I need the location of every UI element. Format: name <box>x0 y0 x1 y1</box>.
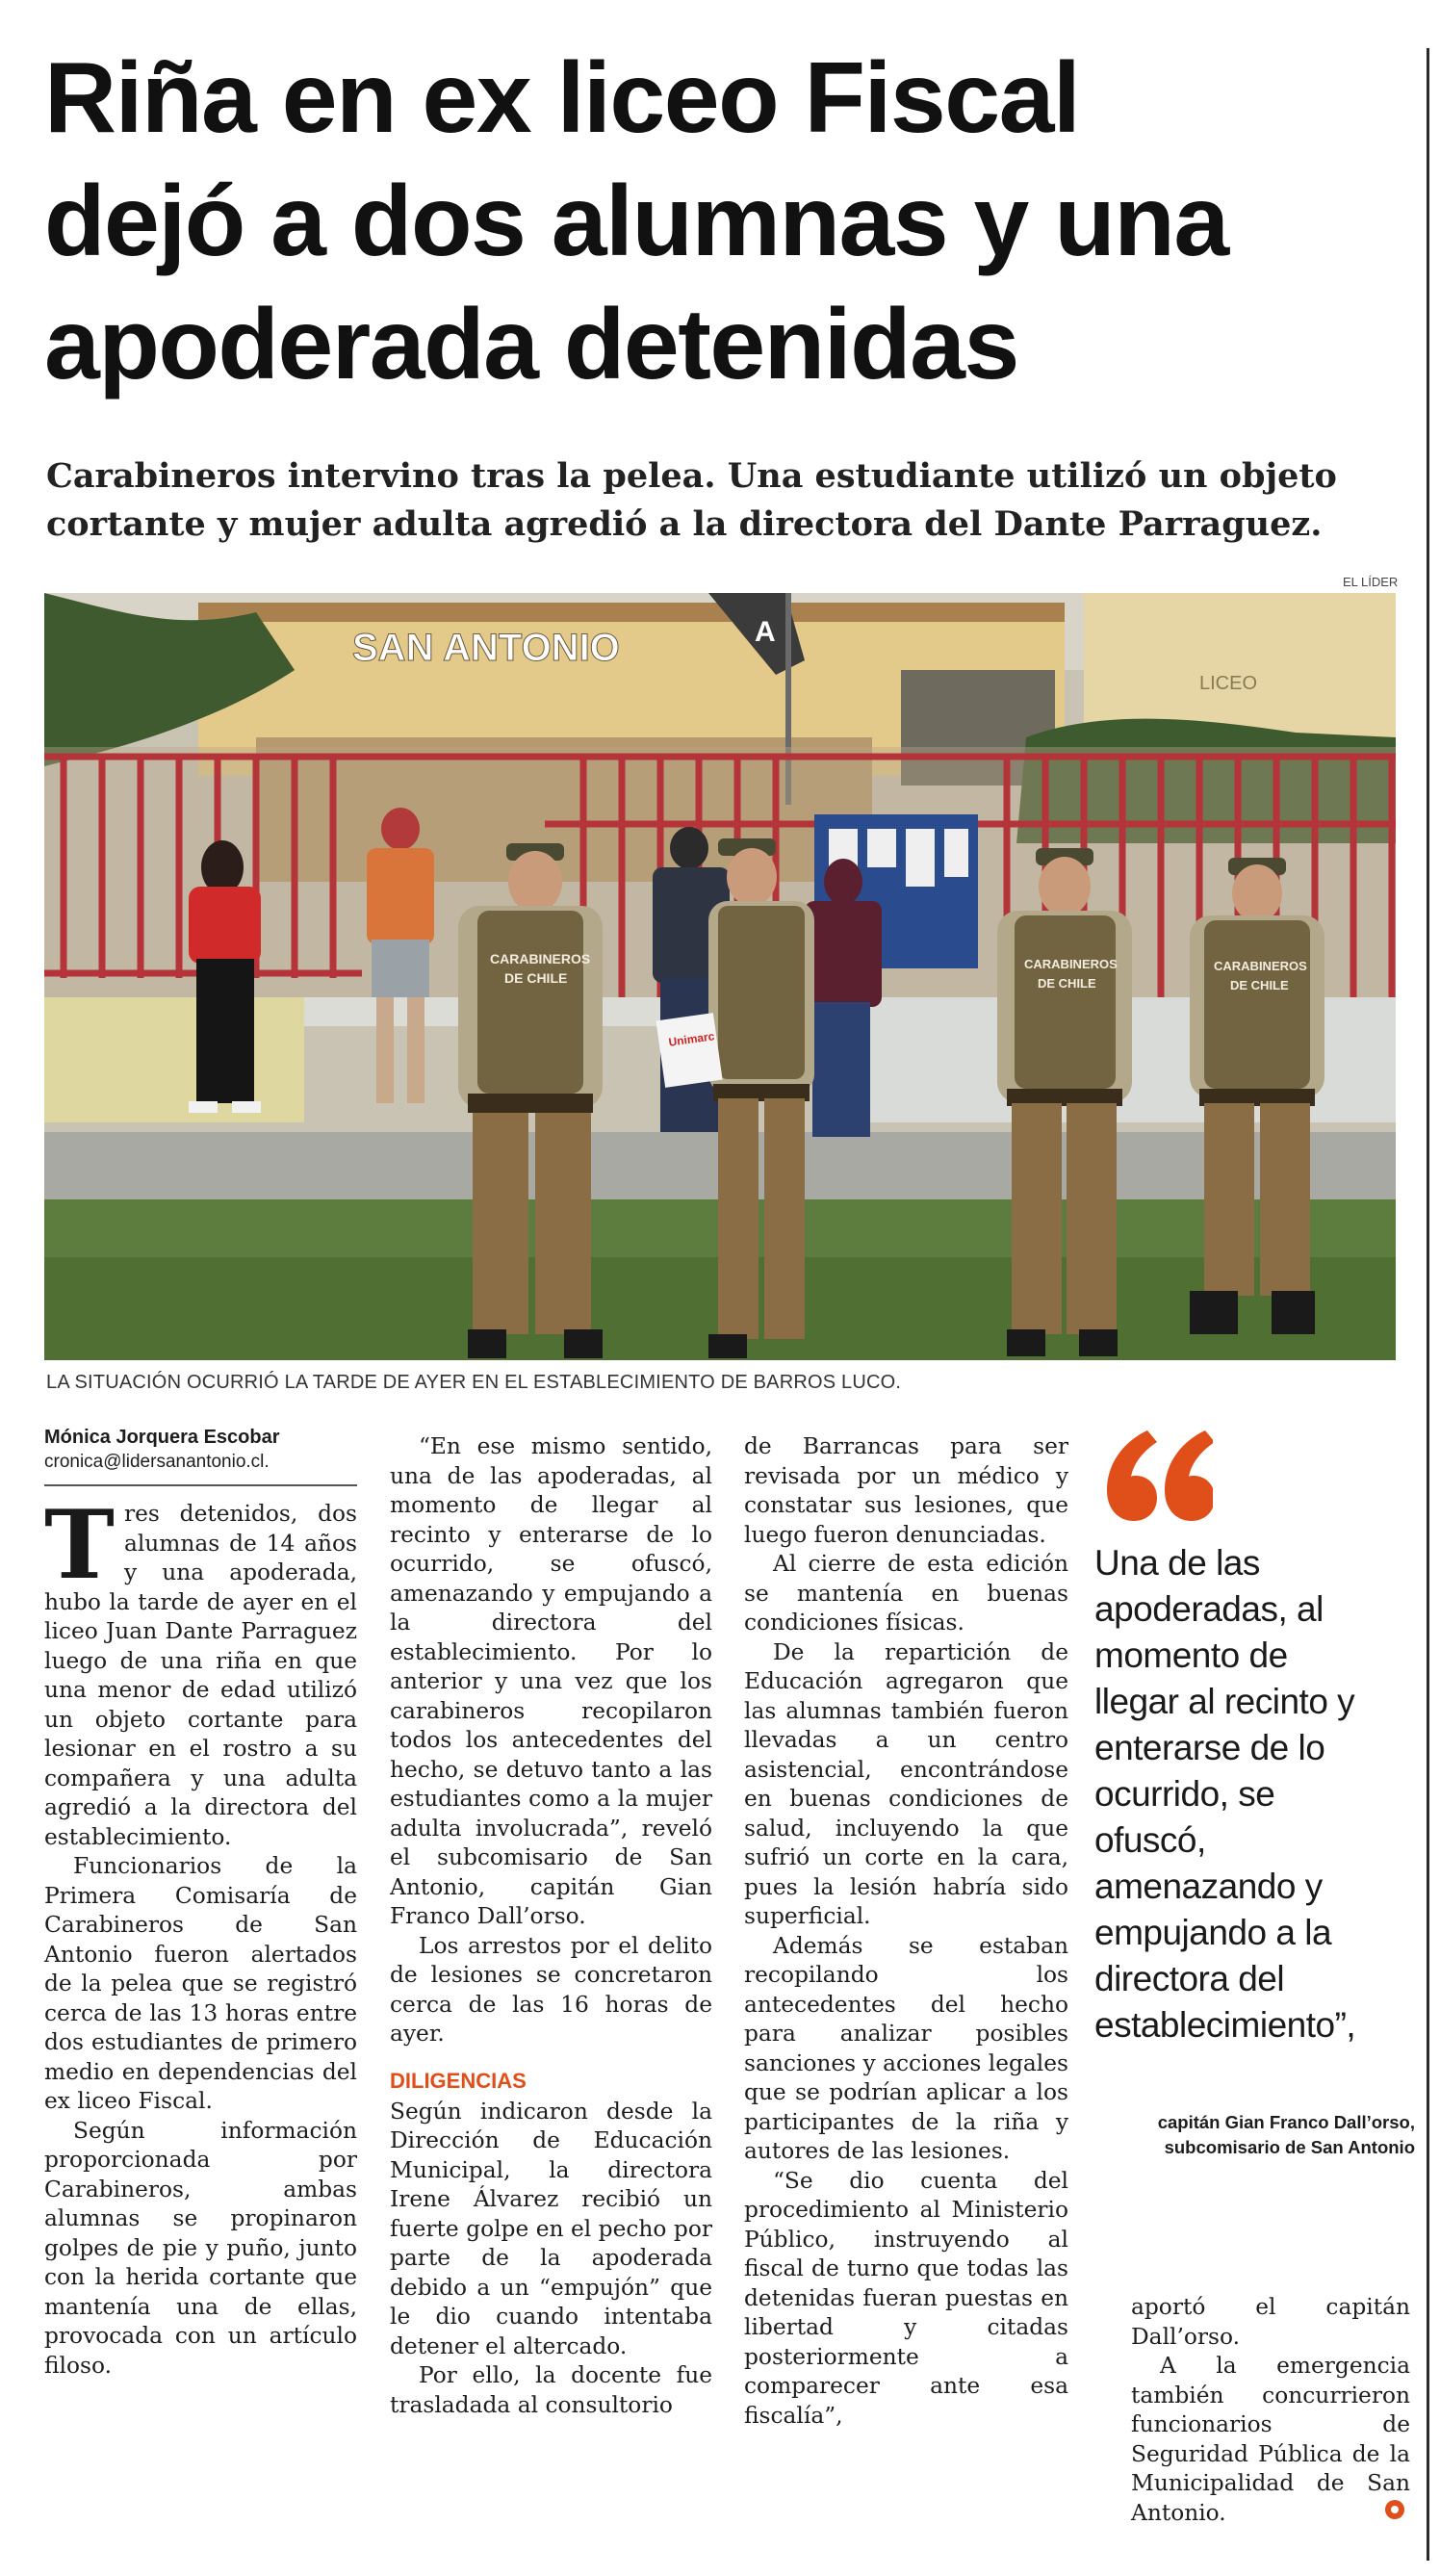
byline-email: cronica@lidersanantonio.cl. <box>44 1452 270 1472</box>
article-paragraph: Según información proporcionada por Carabineros, ambas alumnas se propinaron golpes de pie y puño, junto con la herida cortante que mantenía una de ellas, provocada con un artículo filoso. <box>44 2117 357 2379</box>
article-paragraph: de Barrancas para ser revisada por un médico y constatar sus lesiones, que luego fueron denunciadas. <box>744 1433 1068 1548</box>
photo-caption: LA SITUACIÓN OCURRIÓ LA TARDE DE AYER EN EL ESTABLECIMIENTO DE BARROS LUCO. <box>46 1372 902 1393</box>
photo-flag-letter: A <box>755 616 776 648</box>
deck-line-1: Carabineros intervino tras la pelea. Una estudiante utilizó un objeto <box>46 456 1337 496</box>
deck-line-2: cortante y mujer adulta agredió a la directora del Dante Parraguez. <box>46 504 1323 544</box>
headline-line-1: Riña en ex liceo Fiscal <box>44 42 1080 154</box>
section-subhead: DILIGENCIAS <box>390 2068 527 2093</box>
news-photo <box>44 593 1396 1360</box>
pull-quote-line: enterarse de lo <box>1094 1728 1325 1767</box>
article-paragraph: Funcionarios de la Primera Comisaría de Carabineros de San Antonio fueron alertados de la pelea que se registró cerca de las 13 horas entre dos estudiantes de primero medio en dependencias del ex liceo Fiscal. <box>44 1853 357 2114</box>
article-column-3 <box>744 1432 1068 2431</box>
page-edge-rule <box>1427 48 1429 2561</box>
headline-line-2: dejó a dos alumnas y una <box>44 166 1228 277</box>
article-paragraph: “Se dio cuenta del procedimiento al Ministerio Público, instruyendo al fiscal de turno que todas las detenidas fueran puestas en libertad y citadas posteriormente a comparecer ante esa fiscalía”, <box>744 2167 1068 2429</box>
article-column-1 <box>44 1425 357 2381</box>
pull-quote-line: directora del <box>1094 1959 1285 1998</box>
headline-line-3: apoderada detenidas <box>44 289 1018 400</box>
article-paragraph: Además se estaban recopilando los antecedentes del hecho para analizar posibles sanciones y acciones legales que se podrían aplicar a los participantes de la riña y autores de las lesiones. <box>744 1932 1068 2164</box>
pull-quote-line: apoderadas, al <box>1094 1589 1324 1629</box>
byline-author: Mónica Jorquera Escobar <box>44 1427 280 1448</box>
deck-subtitle <box>46 452 1413 549</box>
article-paragraph: Los arrestos por el delito de lesiones se concretaron cerca de las 16 horas de ayer. <box>390 1932 712 2047</box>
attribution-line-1: capitán Gian Franco Dall’orso, <box>1157 2112 1415 2132</box>
pull-quote-line: empujando a la <box>1094 1913 1332 1952</box>
article-column-2 <box>390 1432 712 2420</box>
article-paragraph: Al cierre de esta edición se mantenía en buenas condiciones físicas. <box>744 1551 1068 1636</box>
headline <box>44 37 1411 406</box>
pull-quote-attribution <box>1088 2110 1415 2160</box>
photo-illustration <box>44 593 1396 1360</box>
pull-quote-line: momento de <box>1094 1636 1288 1675</box>
article-paragraph: Según indicaron desde la Dirección de Educación Municipal, la directora Irene Álvarez recibió un fuerte golpe en el pecho por parte de la apoderada debido a un “empujón” que le dio cuando intentaba detener el altercado. <box>390 2098 712 2359</box>
quote-mark-icon <box>1097 1423 1213 1529</box>
pull-quote-line: ofuscó, <box>1094 1820 1206 1860</box>
pull-quote-line: llegar al recinto y <box>1094 1682 1355 1721</box>
photo-credit: EL LÍDER <box>1343 575 1399 589</box>
bag-text: Unimarc <box>667 1029 716 1049</box>
attribution-line-2: subcomisario de San Antonio <box>1164 2137 1415 2157</box>
pull-quote-line: amenazando y <box>1094 1867 1323 1906</box>
vest-text-1a: CARABINEROS <box>490 951 591 966</box>
article-paragraph: De la repartición de Educación agregaron que las alumnas también fueron llevadas a un centro asistencial, encontrándose en buenas condiciones de salud, incluyendo la que sufrió un corte en la cara, pues la lesión habría sido superficial. <box>744 1638 1068 1929</box>
article-paragraph: Por ello, la docente fue trasladada al consultorio <box>390 2362 712 2418</box>
byline-divider <box>44 1484 357 1486</box>
article-lead-text: res detenidos, dos alumnas de 14 años y una apoderada, hubo la tarde de ayer en el liceo Juan Dante Parraguez luego de una riña en que una menor de edad utilizó un objeto cortante para lesionar en el rostro a su compañera y una adulta agredió a la directora del establecimiento. <box>44 1501 357 1850</box>
vest-text-3b: DE CHILE <box>1038 976 1096 991</box>
article-paragraph <box>44 1490 357 1852</box>
vest-text-1b: DE CHILE <box>504 970 568 986</box>
pull-quote-line: ocurrido, se <box>1094 1774 1275 1814</box>
pull-quote <box>1094 1540 1422 2048</box>
end-of-story-icon <box>1384 2499 1405 2520</box>
pull-quote-line: establecimiento”, <box>1094 2005 1356 2045</box>
photo-sign-text: SAN ANTONIO <box>352 627 620 669</box>
article-paragraph: aportó el capitán Dall’orso. <box>1131 2294 1410 2350</box>
photo-sign-text-2: LICEO <box>1199 673 1258 694</box>
pull-quote-line: Una de las <box>1094 1543 1260 1583</box>
article-column-4 <box>1131 2293 1410 2528</box>
vest-text-4a: CARABINEROS <box>1214 959 1307 973</box>
article-paragraph: A la emergencia también concurrieron funcionarios de Seguridad Pública de la Municipalidad de San Antonio. <box>1131 2353 1410 2526</box>
drop-cap: T <box>44 1490 115 1601</box>
article-paragraph: “En ese mismo sentido, una de las apoderadas, al momento de llegar al recinto y enterarse de lo ocurrido, se ofuscó, amenazando y empujando a la directora del establecimiento. Por lo anterior y una vez que los carabineros recopilaron todos los antecedentes del hecho, se detuvo tanto a las estudiantes como a la mujer adulta involucrada”, reveló el subcomisario de San Antonio, capitán Gian Franco Dall’orso. <box>390 1433 712 1929</box>
vest-text-4b: DE CHILE <box>1230 978 1289 992</box>
vest-text-3a: CARABINEROS <box>1024 957 1118 971</box>
